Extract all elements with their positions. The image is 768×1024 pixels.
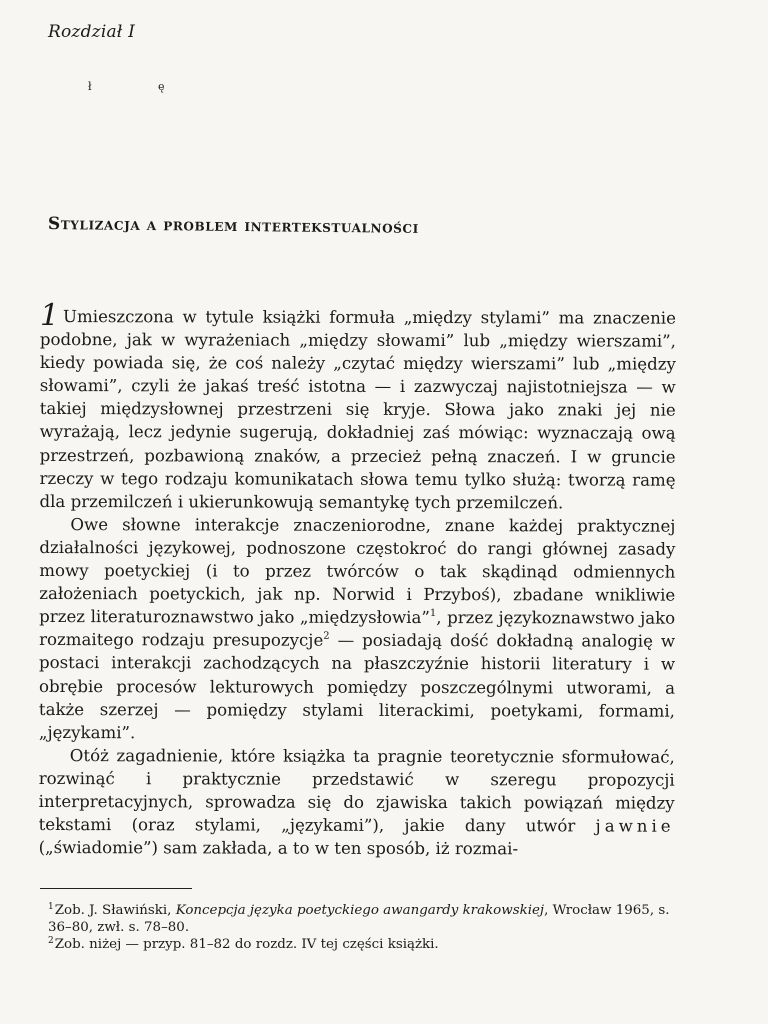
running-head: Rozdział I <box>48 22 136 42</box>
spaced-word: jawnie <box>595 816 675 836</box>
paragraph-text: Umieszczona w tytule książki formuła „między stylami” ma znaczenie podobne, jak w wyrażeniach „między słowami” lub „między wierszami”, kiedy powiada się, że coś należy „czytać między wierszami” lub „między słowami”, czyli że jakaś treść istotna — i zazwyczaj najistotniejsza — w takiej międzysłownej przestrzeni się kryje. Słowa jako znaki jej nie wyrażają, lecz jedynie sugerują, dokładniej zaś mówiąc: wyznaczają ową przestrzeń, pozbawioną znaków, a przecież pełną znaczeń. I w gruncie rzeczy w tego rodzaju komunikatach słowa temu tylko służą: tworzą ramę dla przemilczeń i ukierunkowują semantykę tych przemilczeń. <box>39 307 676 513</box>
paragraph-text: — posiadają dość dokładną analogię w postaci interakcji zachodzących na płaszczyźnie historii literatury i w obrębie procesów lekturowych pomiędzy poszczególnymi utworami, a także szerzej — pomiędzy stylami literackimi, poetykami, formami, „językami”. <box>38 631 676 742</box>
footnote-title: Koncepcja języka poetyckiego awangardy krakowskiej <box>175 903 545 918</box>
footnote-mark: 2 <box>48 936 54 946</box>
footnote-text: Zob. J. Sławiński, <box>54 903 176 918</box>
footnote-ref[interactable]: 1 <box>429 608 437 620</box>
footnote-text: Zob. niżej — przyp. 81–82 do rozdz. IV tej części książki. <box>54 937 439 952</box>
paragraph-1 <box>39 298 676 515</box>
paragraph-2 <box>39 513 676 746</box>
paragraph-text: Owe słowne interakcje znaczeniorodne, znane każdej praktycznej działalności językowej, podnoszone częstokroć do rangi głównej zasady mowy poetyckiej (i to przez twórców o tak skądinąd odmiennych założeniach poetyckich, jak np. Norwid i Przyboś), zbadane wnikliwie przez literaturoznawstwo jako „międzysłowia” <box>39 514 676 628</box>
stray-mark: ę <box>158 80 165 93</box>
paragraph-text: Otóż zagadnienie, które książka ta pragnie teoretycznie sformułować, rozwinąć i praktycznie przedstawić w szeregu propozycji interpretacyjnych, sprowadza się do zjawiska takich powiązań między tekstami (oraz stylami, „językami”), jakie dany utwór <box>38 745 675 836</box>
body-text <box>38 298 676 861</box>
footnote-2 <box>48 936 684 953</box>
stray-marks <box>88 80 178 100</box>
paragraph-3 <box>39 744 675 861</box>
footnotes <box>48 902 684 953</box>
stray-mark: ł <box>88 80 92 93</box>
paragraph-text: , przez językoznawstwo jako rozmaitego rodzaju presupozycje <box>39 608 676 651</box>
footnote-mark: 1 <box>48 902 54 912</box>
footnote-1 <box>48 902 684 936</box>
footnote-divider <box>40 888 192 889</box>
footnote-text: , Wrocław 1965, s. 36–80, zwł. s. 78–80. <box>48 903 670 935</box>
section-number: 1 <box>39 298 60 334</box>
chapter-title: Stylizacja a problem intertekstualności <box>47 214 419 238</box>
footnote-ref[interactable]: 2 <box>323 631 330 643</box>
paragraph-text: („świadomie”) sam zakłada, a to w ten sposób, iż rozmai- <box>38 838 519 859</box>
